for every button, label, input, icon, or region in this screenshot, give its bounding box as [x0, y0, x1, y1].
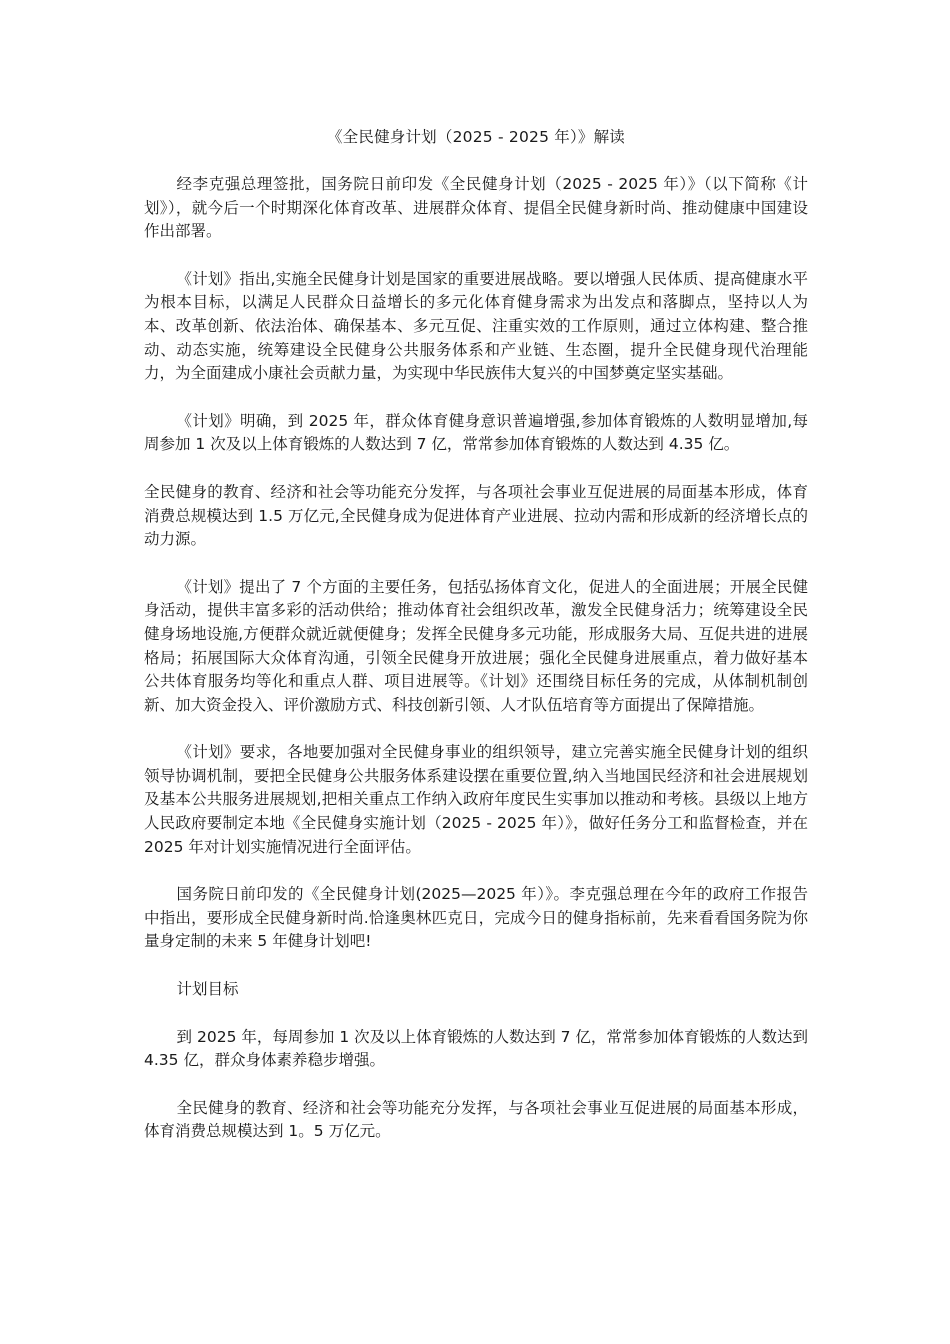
paragraph-goal-consumption: 全民健身的教育、经济和社会等功能充分发挥，与各项社会事业互促进展的局面基本形成，体育消费总规模达到 1。5 万亿元。 — [144, 1098, 808, 1141]
paragraph-intro: 经李克强总理签批，国务院日前印发《全民健身计划（2025 - 2025 年）》（以下简称《计划》），就今后一个时期深化体育改革、进展群众体育、提倡全民健身新时尚、推动健康中国建设作出部署。 — [144, 175, 808, 241]
paragraph-news: 国务院日前印发的《全民健身计划(2025—2025 年）》。李克强总理在今年的政府工作报告中指出，要形成全民健身新时尚.恰逢奥林匹克日，完成今日的健身指标前，先来看看国务院为你量身定制的未来 5 年健身计划吧! — [144, 885, 808, 951]
paragraph-tasks: 《计划》提出了 7 个方面的主要任务，包括弘扬体育文化，促进人的全面进展；开展全民健身活动，提供丰富多彩的活动供给；推动体育社会组织改革，激发全民健身活力；统筹建设全民健身场地设施,方便群众就近就便健身；发挥全民健身多元功能，形成服务大局、互促共进的进展格局；拓展国际大众体育沟通，引领全民健身开放进展；强化全民健身进展重点，着力做好基本公共体育服务均等化和重点人群、项目进展等。《计划》还围绕目标任务的完成，从体制机制创新、加大资金投入、评价激励方式、科技创新引领、人才队伍培育等方面提出了保障措施。 — [144, 577, 808, 714]
paragraph-targets: 《计划》明确，到 2025 年，群众体育健身意识普遍增强,参加体育锻炼的人数明显增加,每周参加 1 次及以上体育锻炼的人数达到 7 亿，常常参加体育锻炼的人数达到 4.35 亿。 — [144, 411, 808, 454]
paragraph-principles: 《计划》指出,实施全民健身计划是国家的重要进展战略。要以增强人民体质、提高健康水平为根本目标，以满足人民群众日益增长的多元化体育健身需求为出发点和落脚点，坚持以人为本、改革创新、依法治体、确保基本、多元互促、注重实效的工作原则，通过立体构建、整合推动、动态实施，统筹建设全民健身公共服务体系和产业链、生态圈，提升全民健身现代治理能力，为全面建成小康社会贡献力量，为实现中华民族伟大复兴的中国梦奠定坚实基础。 — [144, 269, 808, 383]
paragraph-functions: 全民健身的教育、经济和社会等功能充分发挥，与各项社会事业互促进展的局面基本形成，体育消费总规模达到 1.5 万亿元,全民健身成为促进体育产业进展、拉动内需和形成新的经济增长点的动力源。 — [144, 482, 808, 549]
document-title: 《全民健身计划（2025 - 2025 年）》解读 — [326, 128, 626, 146]
document-body — [144, 124, 808, 1168]
paragraph-requirements: 《计划》要求，各地要加强对全民健身事业的组织领导，建立完善实施全民健身计划的组织领导协调机制，要把全民健身公共服务体系建设摆在重要位置,纳入当地国民经济和社会进展规划及基本公共服务进展规划,把相关重点工作纳入政府年度民生实事加以推动和考核。县级以上地方人民政府要制定本地《全民健身实施计划（2025 - 2025 年）》，做好任务分工和监督检查，并在 2025 年对计划实施情况进行全面评估。 — [144, 743, 808, 856]
paragraph-goal-participation: 到 2025 年，每周参加 1 次及以上体育锻炼的人数达到 7 亿，常常参加体育锻炼的人数达到 4.35 亿，群众身体素养稳步增强。 — [144, 1027, 808, 1070]
section-heading-goals: 计划目标 — [176, 980, 239, 999]
